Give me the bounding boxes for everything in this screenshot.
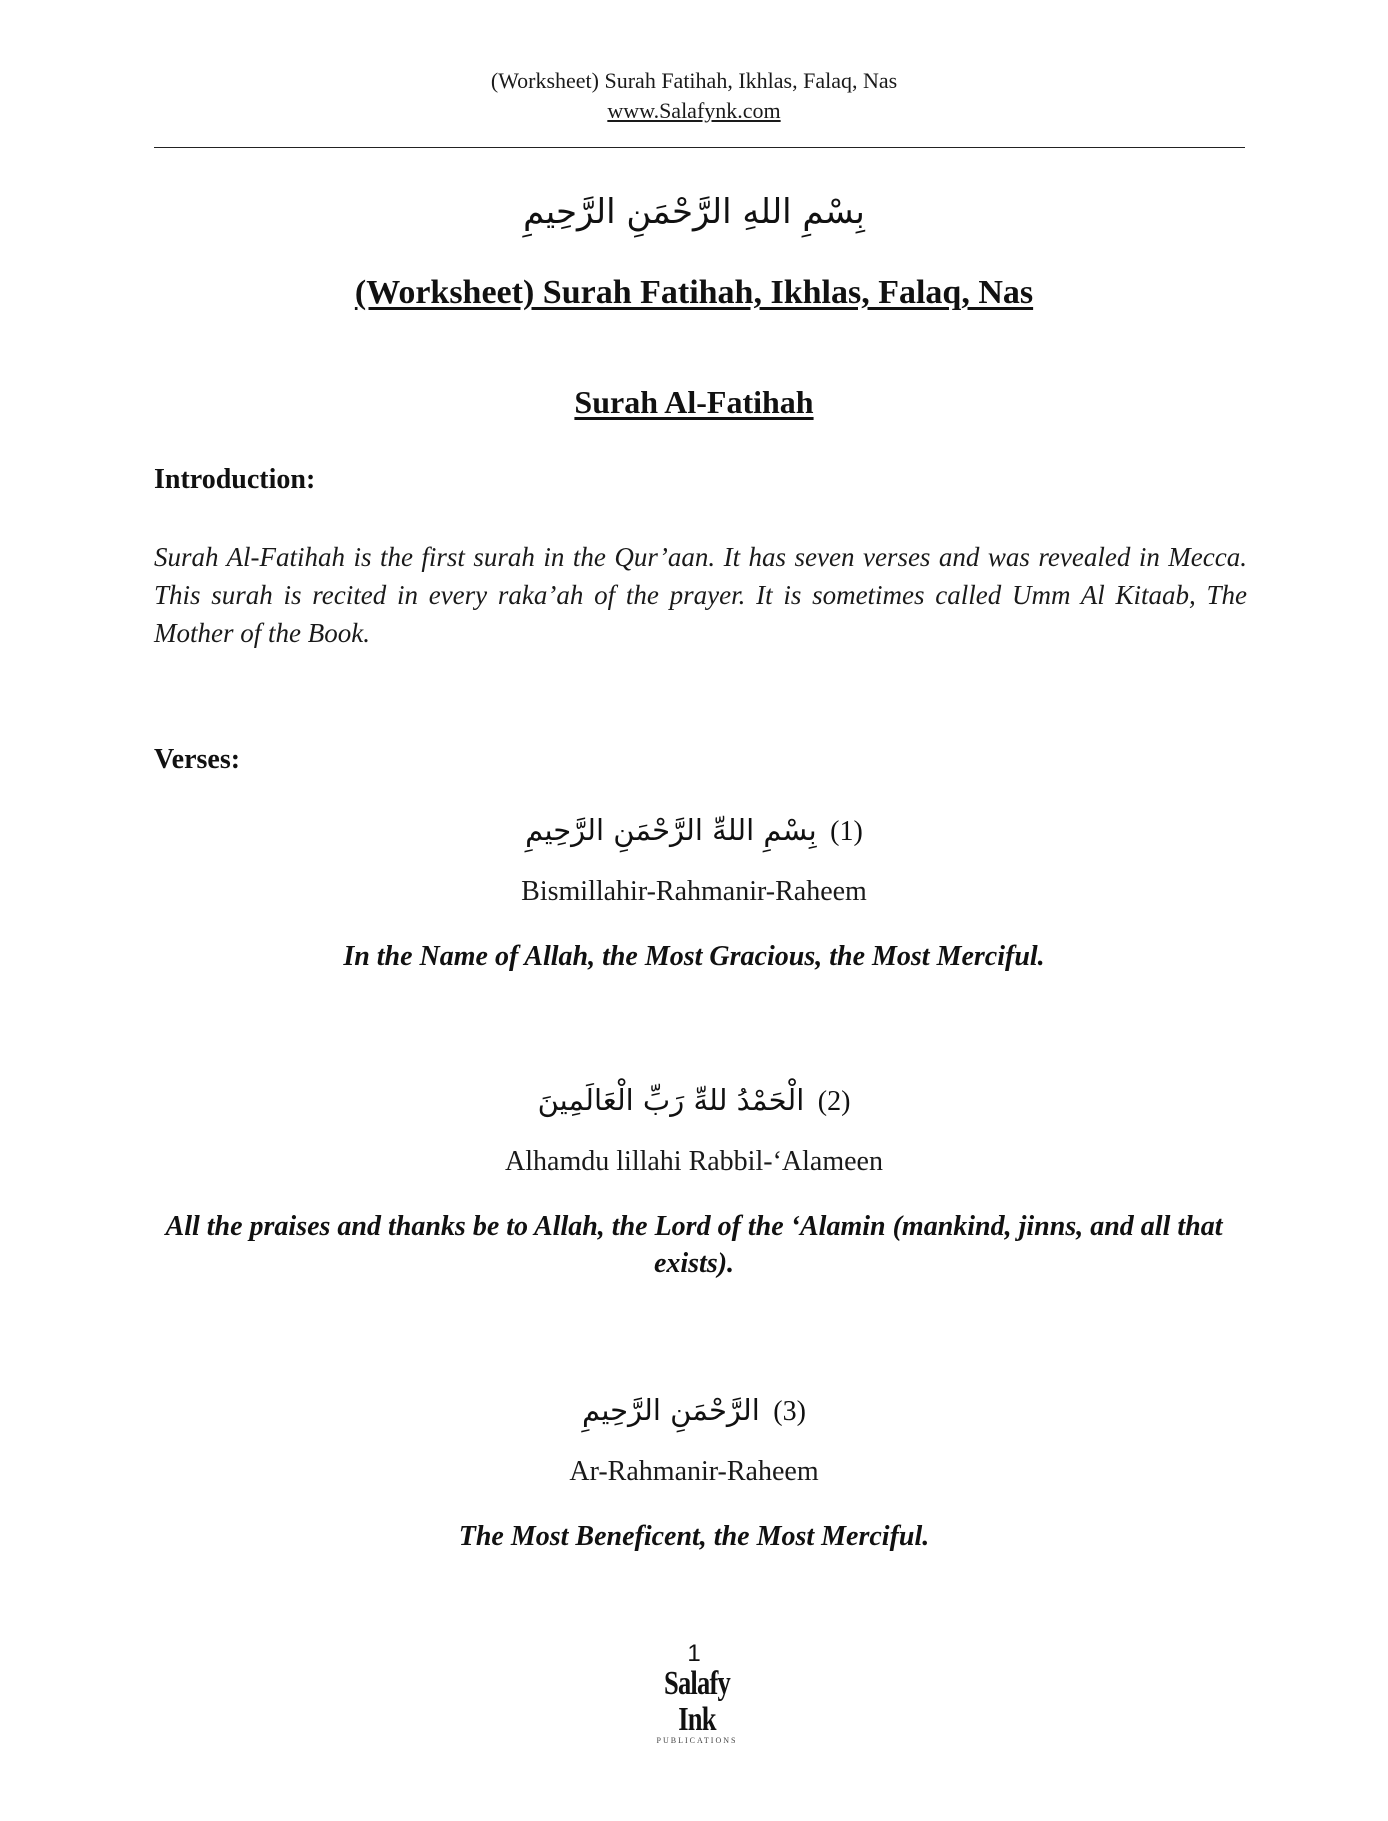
surah-title: Surah Al-Fatihah <box>574 384 814 420</box>
verse-transliteration: Alhamdu lillahi Rabbil-‘Alameen <box>505 1146 883 1177</box>
running-header-title: (Worksheet) Surah Fatihah, Ikhlas, Falaq, Nas <box>490 68 898 93</box>
website-link[interactable]: www.Salafynk.com <box>607 98 781 123</box>
verse-number: (3) <box>773 1396 806 1427</box>
header-divider <box>154 147 1245 148</box>
verse-translation: All the praises and thanks be to Allah, the Lord of the ‘Alamin (mankind, jinns, and all that exists). <box>165 1211 1223 1279</box>
verse-arabic: الْحَمْدُ للهِّ رَبِّ الْعَالَمِينَ <box>537 1083 805 1117</box>
verse-arabic-line <box>0 808 1388 852</box>
introduction-text: Surah Al-Fatihah is the first surah in the Qur’aan. It has seven verses and was revealed in Mecca. This surah is recited in every raka’ah of the prayer. It is sometimes called Umm Al Kitaab, The Mother of the Book. <box>154 542 1247 648</box>
verse-3 <box>0 1388 1388 1555</box>
page-number: 1 <box>687 1640 701 1667</box>
verse-arabic-line <box>0 1388 1388 1432</box>
main-title: (Worksheet) Surah Fatihah, Ikhlas, Falaq, Nas <box>354 274 1034 311</box>
introduction-heading: Introduction: <box>154 464 316 495</box>
logo-subtext: PUBLICATIONS <box>656 1736 738 1745</box>
logo-text: Salafy Ink <box>663 1665 731 1738</box>
verses-heading: Verses: <box>154 744 241 775</box>
running-header <box>0 66 1388 126</box>
verse-2 <box>0 1078 1388 1282</box>
verse-number: (1) <box>830 816 863 847</box>
verse-arabic-line <box>0 1078 1388 1122</box>
verse-arabic: بِسْمِ اللهِّ الرَّحْمَنِ الرَّحِيمِ <box>525 813 817 847</box>
verse-number: (2) <box>817 1086 851 1117</box>
verse-translation: In the Name of Allah, the Most Gracious, the Most Merciful. <box>343 941 1045 972</box>
verse-translation: The Most Beneficent, the Most Merciful. <box>458 1521 930 1552</box>
basmala-calligraphy: بِسْمِ اللهِ الرَّحْمَنِ الرَّحِيمِ <box>523 192 865 232</box>
verse-1 <box>0 808 1388 975</box>
verse-transliteration: Ar-Rahmanir-Raheem <box>569 1456 819 1487</box>
verse-transliteration: Bismillahir-Rahmanir-Raheem <box>521 876 867 907</box>
verse-arabic: الرَّحْمَنِ الرَّحِيمِ <box>582 1393 760 1427</box>
publisher-logo <box>644 1666 750 1745</box>
